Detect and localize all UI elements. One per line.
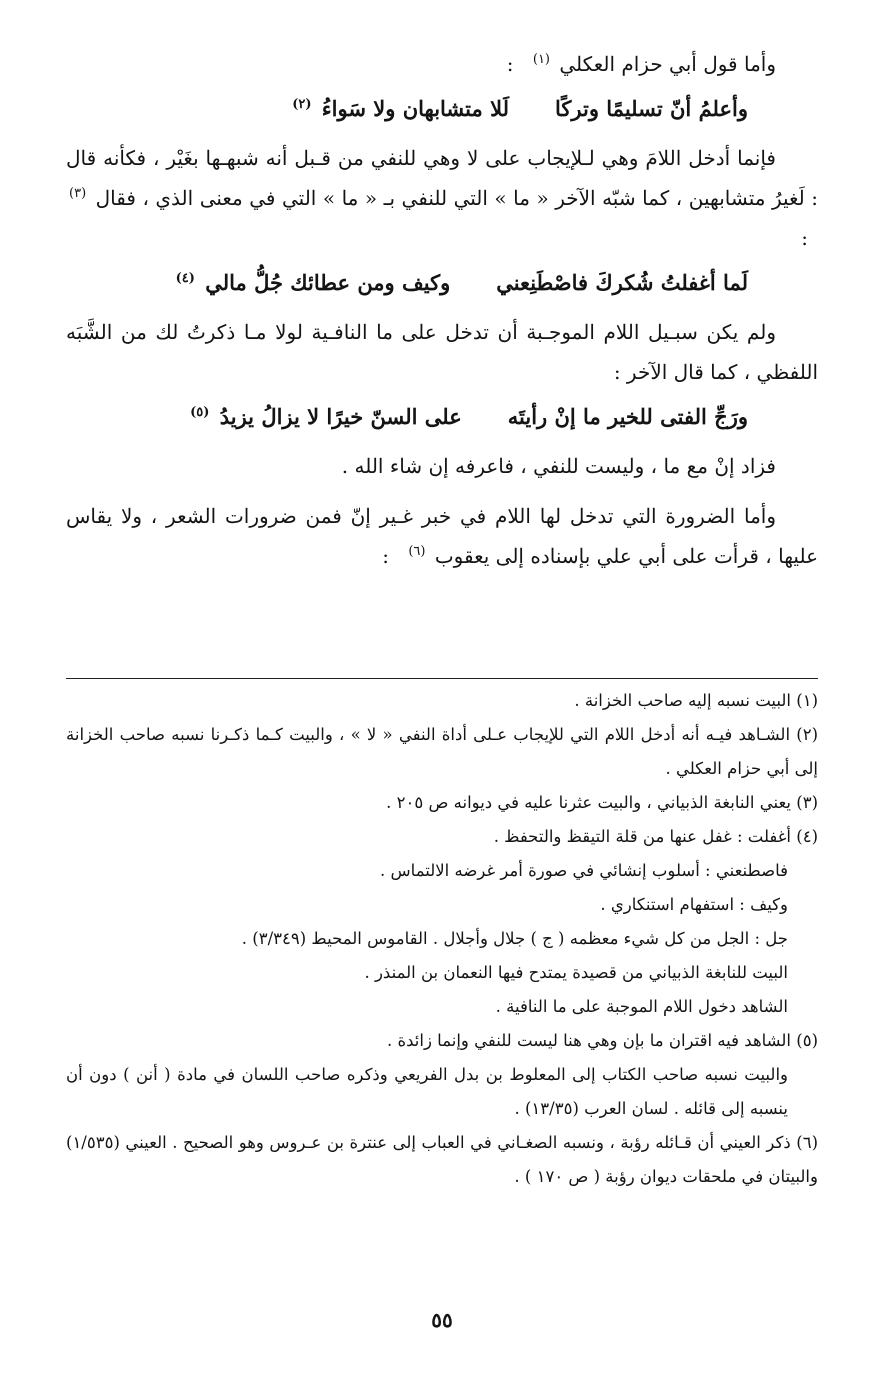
footnote-1: (١) البيت نسبه إليه صاحب الخزانة . <box>574 691 818 710</box>
footnote-divider <box>66 678 818 679</box>
verse-2-first-hemistich: لَما أغفلتُ شُكركَ فاصْطَنِعني <box>496 270 748 295</box>
verse-3-first-hemistich: ورَجِّ الفتى للخير ما إنْ رأيتَه <box>507 404 748 429</box>
paragraph-intro <box>66 44 818 84</box>
footnote-ref-5: (٥) <box>190 405 210 420</box>
verse-3-second-hemistich <box>187 394 462 440</box>
footnote-ref-1: (١) <box>532 52 550 68</box>
verse-1-second-hemistich <box>289 86 509 132</box>
footnote-ref-4: (٤) <box>175 271 195 286</box>
paragraph-explanation-2: ولم يكن سبـيل اللام الموجـبة أن تدخل على ما النافـية لولا مـا ذكرتُ لك من الشَّبَه اللفظي ، كما قال الآخر : <box>66 320 818 384</box>
footnote-ref-3: (٣) <box>69 186 87 202</box>
footnote-5-detail: والبيت نسبه صاحب الكتاب إلى المعلوط بن بدل الفريعي وذكره صاحب اللسان في مادة ( أنن ) دون أن ينسبه إلى قائله . لسان العرب (١٣/٣٥) . <box>66 1065 788 1118</box>
main-text <box>66 44 818 576</box>
colon: : <box>382 544 389 568</box>
footnote-4-detail: البيت للنابغة الذبياني من قصيدة يمتدح فيها النعمان بن المنذر . <box>364 963 788 982</box>
footnote-5: (٥) الشاهد فيه اقتران ما بإن وهي هنا ليست للنفي وإنما زائدة . <box>386 1031 818 1050</box>
verse-2-second-hemistich-text: وكيف ومن عطائك جُلُّ مالي <box>205 270 451 295</box>
verse-3-second-hemistich-text: على السنّ خيرًا لا يزالُ يزيدُ <box>219 404 462 429</box>
verse-2-second-hemistich <box>173 260 451 306</box>
footnotes <box>66 684 818 1194</box>
verse-2 <box>66 260 818 306</box>
paragraph-necessity-text: وأما الضرورة التي تدخل لها اللام في خبر غـير إنّ فمن ضرورات الشعر ، ولا يقاس عليها ، قرأت على أبي علي بإسناده إلى يعقوب <box>66 504 818 568</box>
verse-3 <box>66 394 818 440</box>
verse-1-second-hemistich-text: لَلا متشابهان ولا سَواءُ <box>321 96 509 121</box>
verse-1 <box>66 86 818 132</box>
footnote-2: (٢) الشـاهد فيـه أنه أدخل اللام التي للإيجاب عـلى أداة النفي « لا » ، والبيت كـما ذكـرنا نسبه صاحب الخزانة إلى أبي حزام العكلي . <box>66 725 818 778</box>
footnote-3: (٣) يعني النابغة الذبياني ، والبيت عثرنا عليه في ديوانه ص ٢٠٥ . <box>386 793 818 812</box>
paragraph-explanation-3: فزاد إنْ مع ما ، وليست للنفي ، فاعرفه إن شاء الله . <box>341 454 776 478</box>
colon: : <box>506 52 514 76</box>
paragraph-explanation-1 <box>66 138 818 258</box>
paragraph-explanation-1-text: فإنما أدخل اللامَ وهي لـلإيجاب على لا وهي للنفي من قـبل أنه شبهـها بغَيْر ، فكأنه قال : لَغيرُ متشابهين ، كما شبّه الآخر « ما » التي للنفي بـ « ما » التي في معنى الذي ، فقال <box>66 146 818 210</box>
paragraph-intro-text: وأما قول أبي حزام العكلي <box>559 52 776 76</box>
footnote-4-detail: وكيف : استفهام استنكاري . <box>600 895 788 914</box>
colon: : <box>801 226 808 250</box>
footnote-4: (٤) أغفلت : غفل عنها من قلة التيقظ والتحفظ . <box>493 827 818 846</box>
footnote-4-detail: جل : الجل من كل شيء معظمه ( ج ) جلال وأجلال . القاموس المحيط (٣/٣٤٩) . <box>241 929 788 948</box>
page-number: ٥٥ <box>431 1308 453 1332</box>
footnote-4-detail: الشاهد دخول اللام الموجبة على ما النافية . <box>495 997 788 1016</box>
footnote-6: (٦) ذكر العيني أن قـائله رؤبة ، ونسبه الصغـاني في العباب إلى عنترة بن عـروس وهو الصحيح . العيني (١/٥٣٥) والبيتان في ملحقات ديوان رؤبة ( ص ١٧٠ ) . <box>66 1133 818 1186</box>
verse-1-first-hemistich: وأعلمُ أنّ تسليمًا وتركًا <box>555 96 748 121</box>
paragraph-necessity <box>66 496 818 576</box>
footnote-ref-6: (٦) <box>408 544 426 560</box>
footnote-4-detail: فاصطنعني : أسلوب إنشائي في صورة أمر غرضه الالتماس . <box>380 861 788 880</box>
footnote-ref-2: (٢) <box>292 97 312 112</box>
